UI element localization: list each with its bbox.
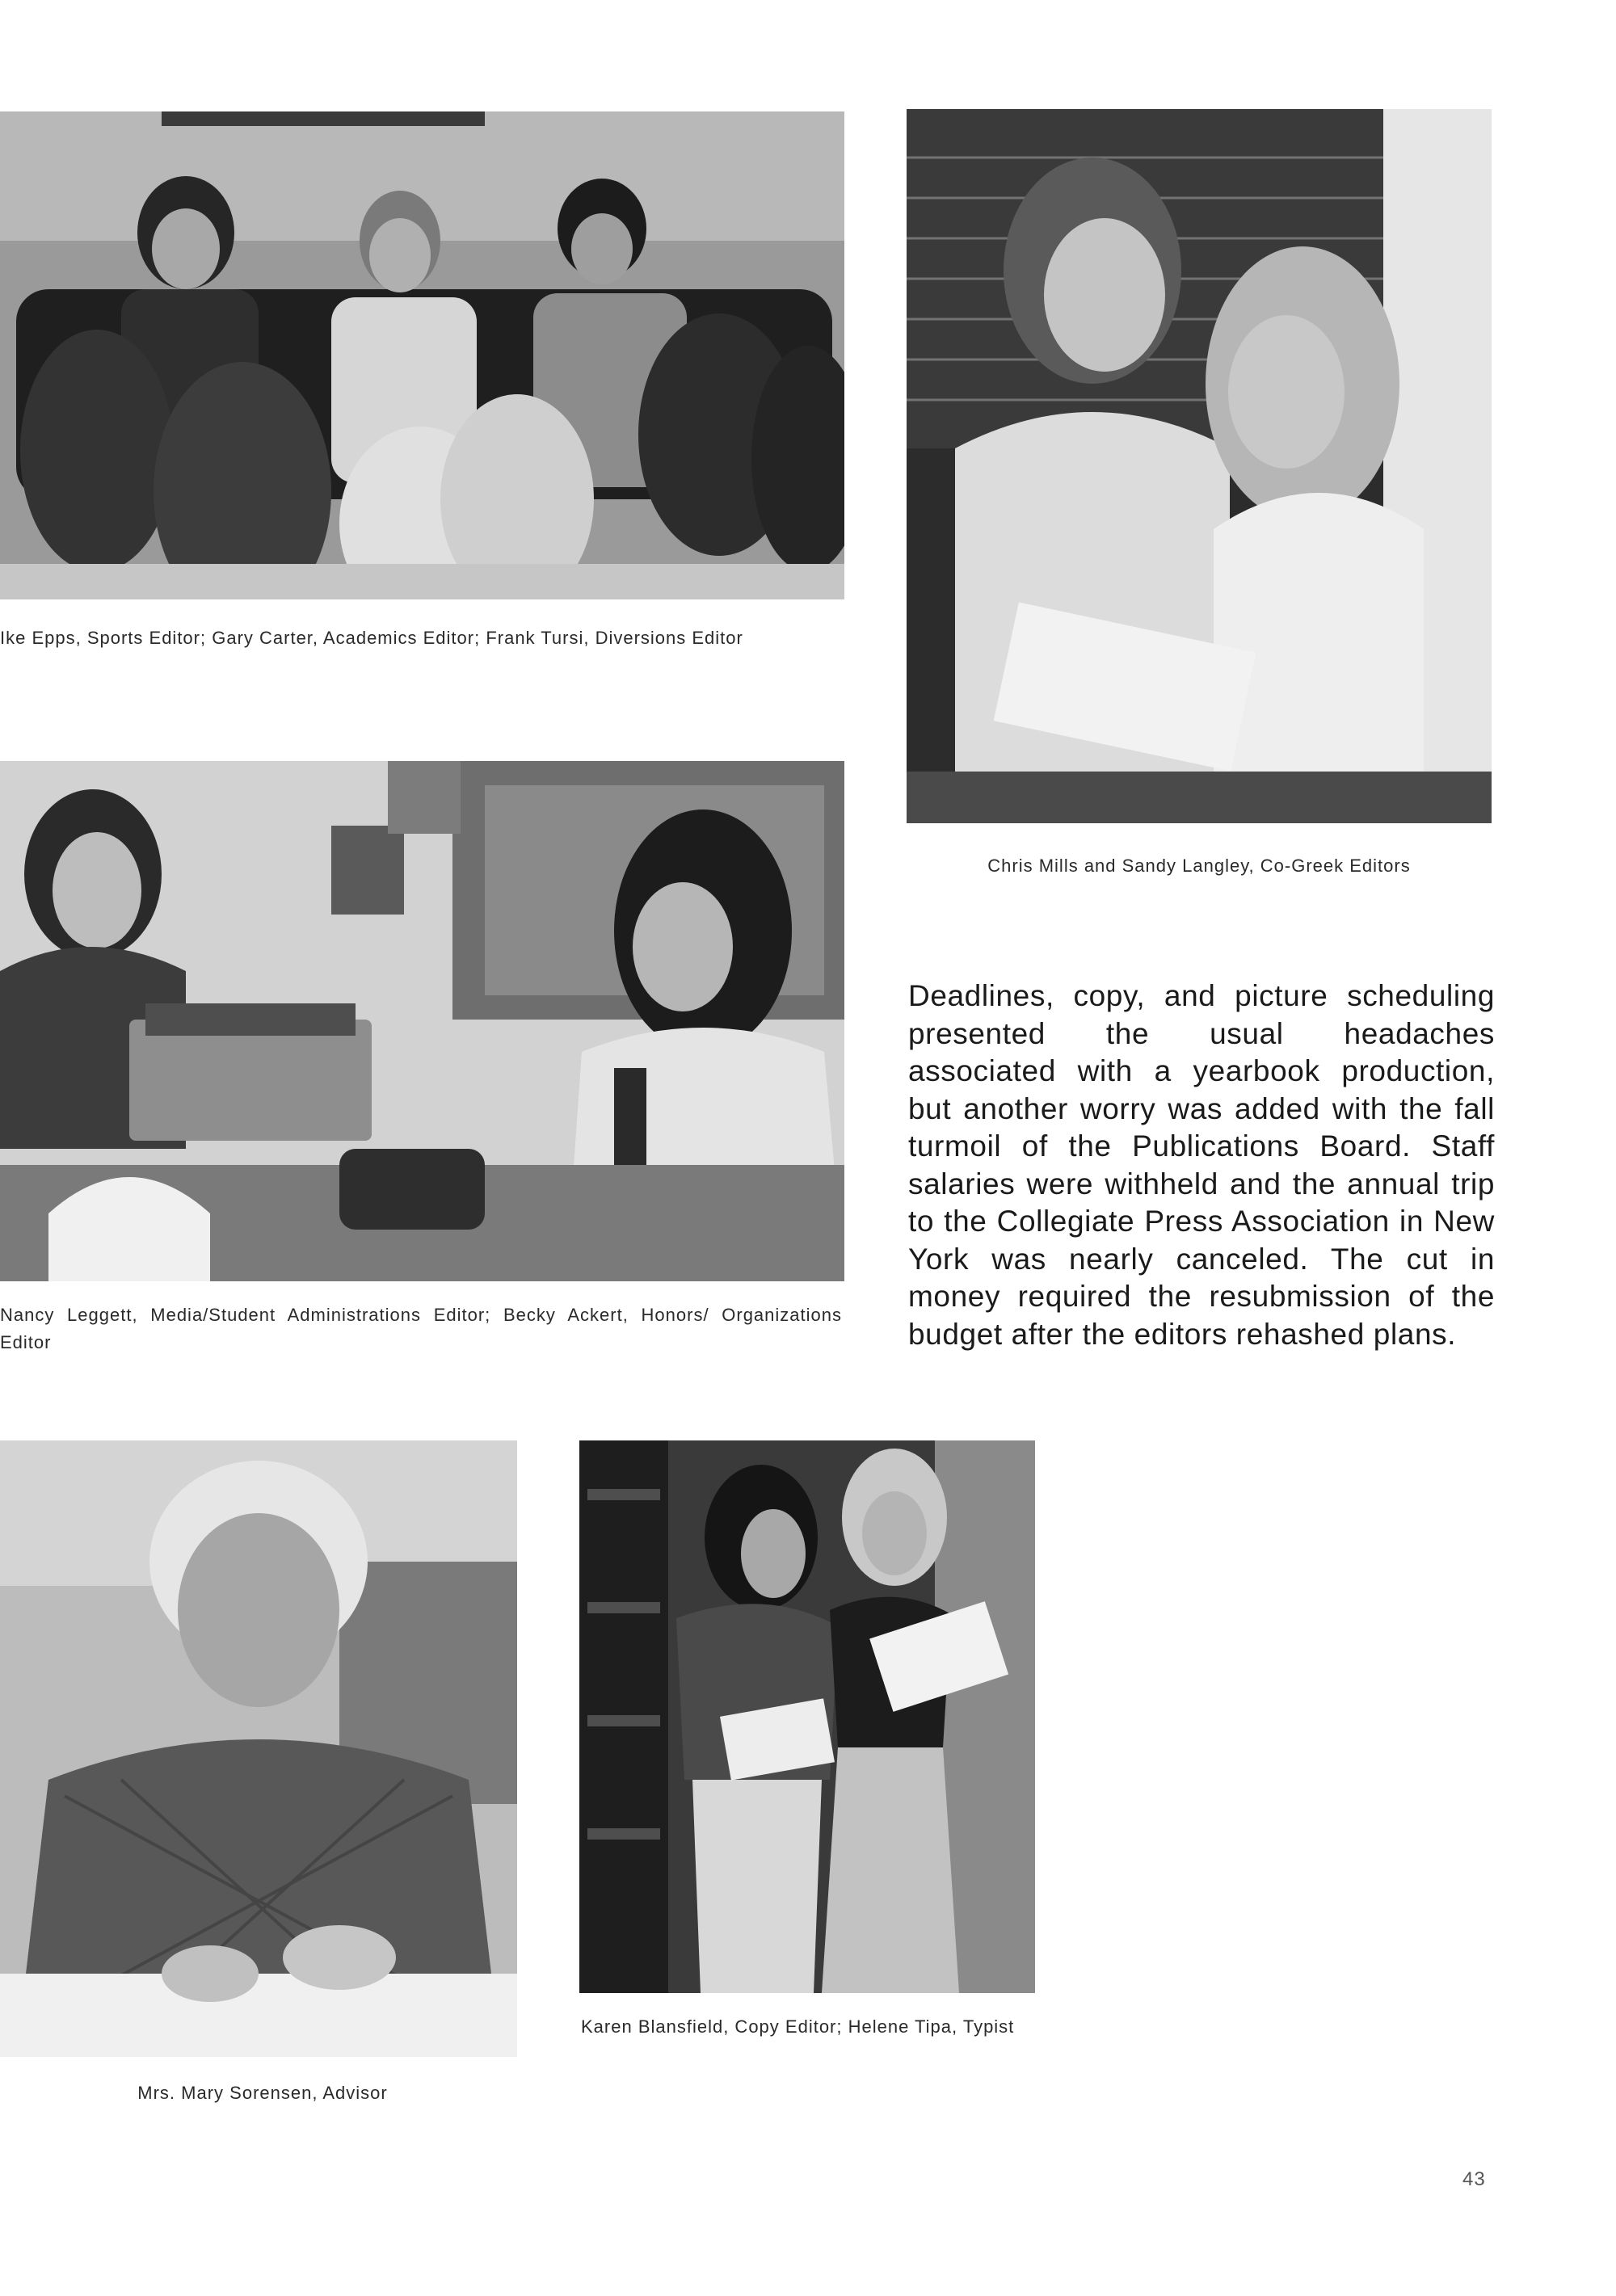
photo-media-organizations-editors <box>0 761 844 1281</box>
caption-co-greek-editors: Chris Mills and Sandy Langley, Co-Greek Editors <box>987 856 1411 876</box>
article-body-text: Deadlines, copy, and picture scheduling presented the usual headaches associated with a yearbook production, but another worry was added with the fall turmoil of the Publications Board. Staff salaries were withheld and the annual trip to the Collegiate Press Association in New York was nearly canceled. The cut in money required the resubmission of the budget after the editors rehashed plans. <box>908 979 1495 1351</box>
photo-copy-editor-typist <box>579 1440 1035 1993</box>
office-scene-illustration <box>0 761 844 1281</box>
page-number: 43 <box>1462 2168 1486 2190</box>
caption-media-organizations-editors: Nancy Leggett, Media/Student Administrations Editor; Becky Ackert, Honors/ Organizations Editor <box>0 1305 842 1352</box>
photo-sports-academics-diversions-editors <box>0 111 844 599</box>
couch-scene-illustration <box>0 111 844 599</box>
caption-sports-academics-diversions-editors: Ike Epps, Sports Editor; Gary Carter, Academics Editor; Frank Tursi, Diversions Editor <box>0 628 743 648</box>
advisor-scene-illustration <box>0 1440 517 2057</box>
caption-copy-editor-typist: Karen Blansfield, Copy Editor; Helene Tipa, Typist <box>581 2016 1015 2037</box>
photo-co-greek-editors <box>907 109 1492 823</box>
library-scene-illustration <box>579 1440 1035 1993</box>
photo-advisor <box>0 1440 517 2057</box>
caption-advisor: Mrs. Mary Sorensen, Advisor <box>137 2083 388 2103</box>
chalkboard-scene-illustration <box>907 109 1492 823</box>
